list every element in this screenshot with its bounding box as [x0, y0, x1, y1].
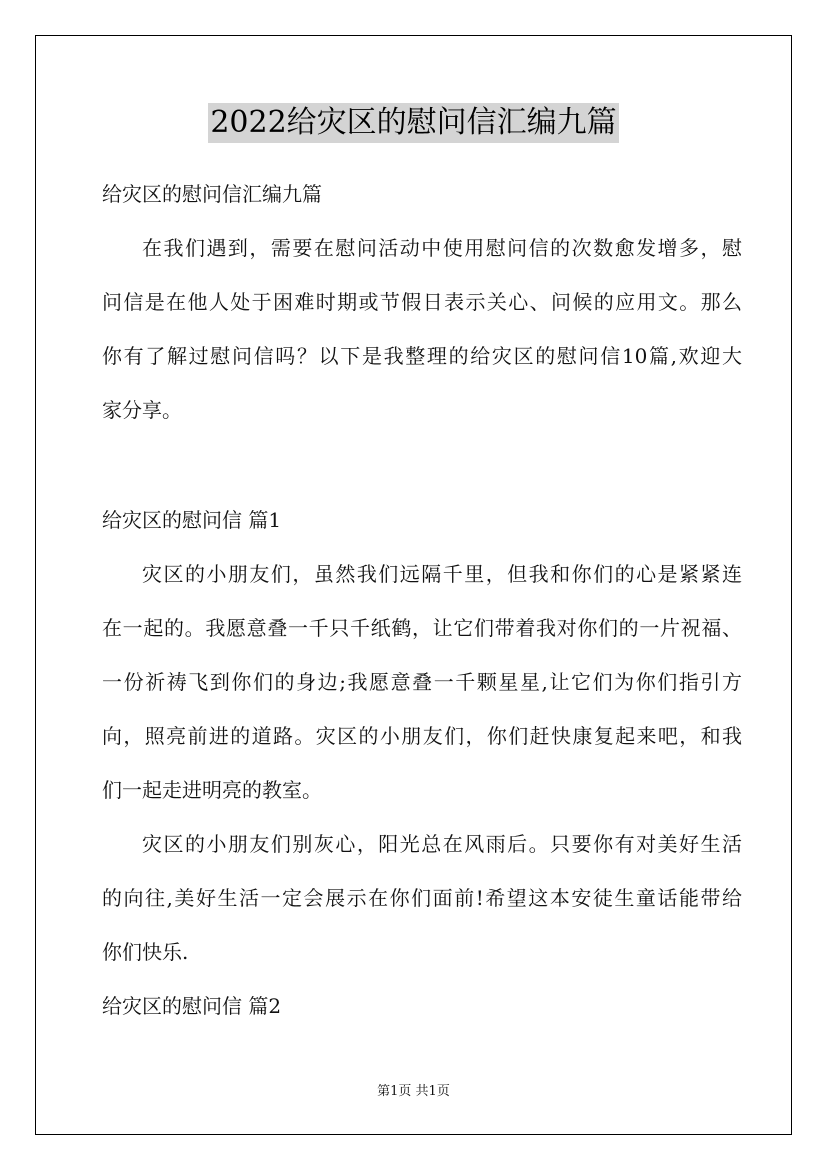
- paragraph-line: 一份祈祷飞到你们的身边;我愿意叠一千颗星星,让它们为你们指引方: [102, 670, 742, 694]
- section-heading: 给灾区的慰问信 篇1: [102, 508, 282, 532]
- paragraph-line: 们一起走进明亮的教室。: [102, 778, 322, 802]
- intro-line: 家分享。: [102, 398, 182, 422]
- intro-line: 在我们遇到，需要在慰问活动中使用慰问信的次数愈发增多，慰: [142, 236, 742, 260]
- intro-line: 问信是在他人处于困难时期或节假日表示关心、问候的应用文。那么: [102, 290, 742, 314]
- document-title: 2022给灾区的慰问信汇编九篇: [208, 103, 618, 143]
- paragraph-line: 的向往,美好生活一定会展示在你们面前!希望这本安徒生童话能带给: [102, 886, 742, 910]
- paragraph-line: 灾区的小朋友们别灰心，阳光总在风雨后。只要你有对美好生活: [142, 832, 742, 856]
- paragraph-line: 灾区的小朋友们，虽然我们远隔千里，但我和你们的心是紧紧连: [142, 562, 742, 586]
- page-footer: 第1页 共1页: [377, 1084, 450, 1099]
- section-heading: 给灾区的慰问信 篇2: [102, 994, 282, 1018]
- document-subtitle: 给灾区的慰问信汇编九篇: [102, 182, 322, 206]
- title-container: [0, 103, 827, 143]
- paragraph-line: 向，照亮前进的道路。灾区的小朋友们，你们赶快康复起来吧，和我: [102, 724, 742, 748]
- paragraph-line: 你们快乐.: [102, 940, 189, 964]
- intro-line: 你有了解过慰问信吗？以下是我整理的给灾区的慰问信10篇,欢迎大: [102, 344, 742, 368]
- paragraph-line: 在一起的。我愿意叠一千只千纸鹤，让它们带着我对你们的一片祝福、: [102, 616, 742, 640]
